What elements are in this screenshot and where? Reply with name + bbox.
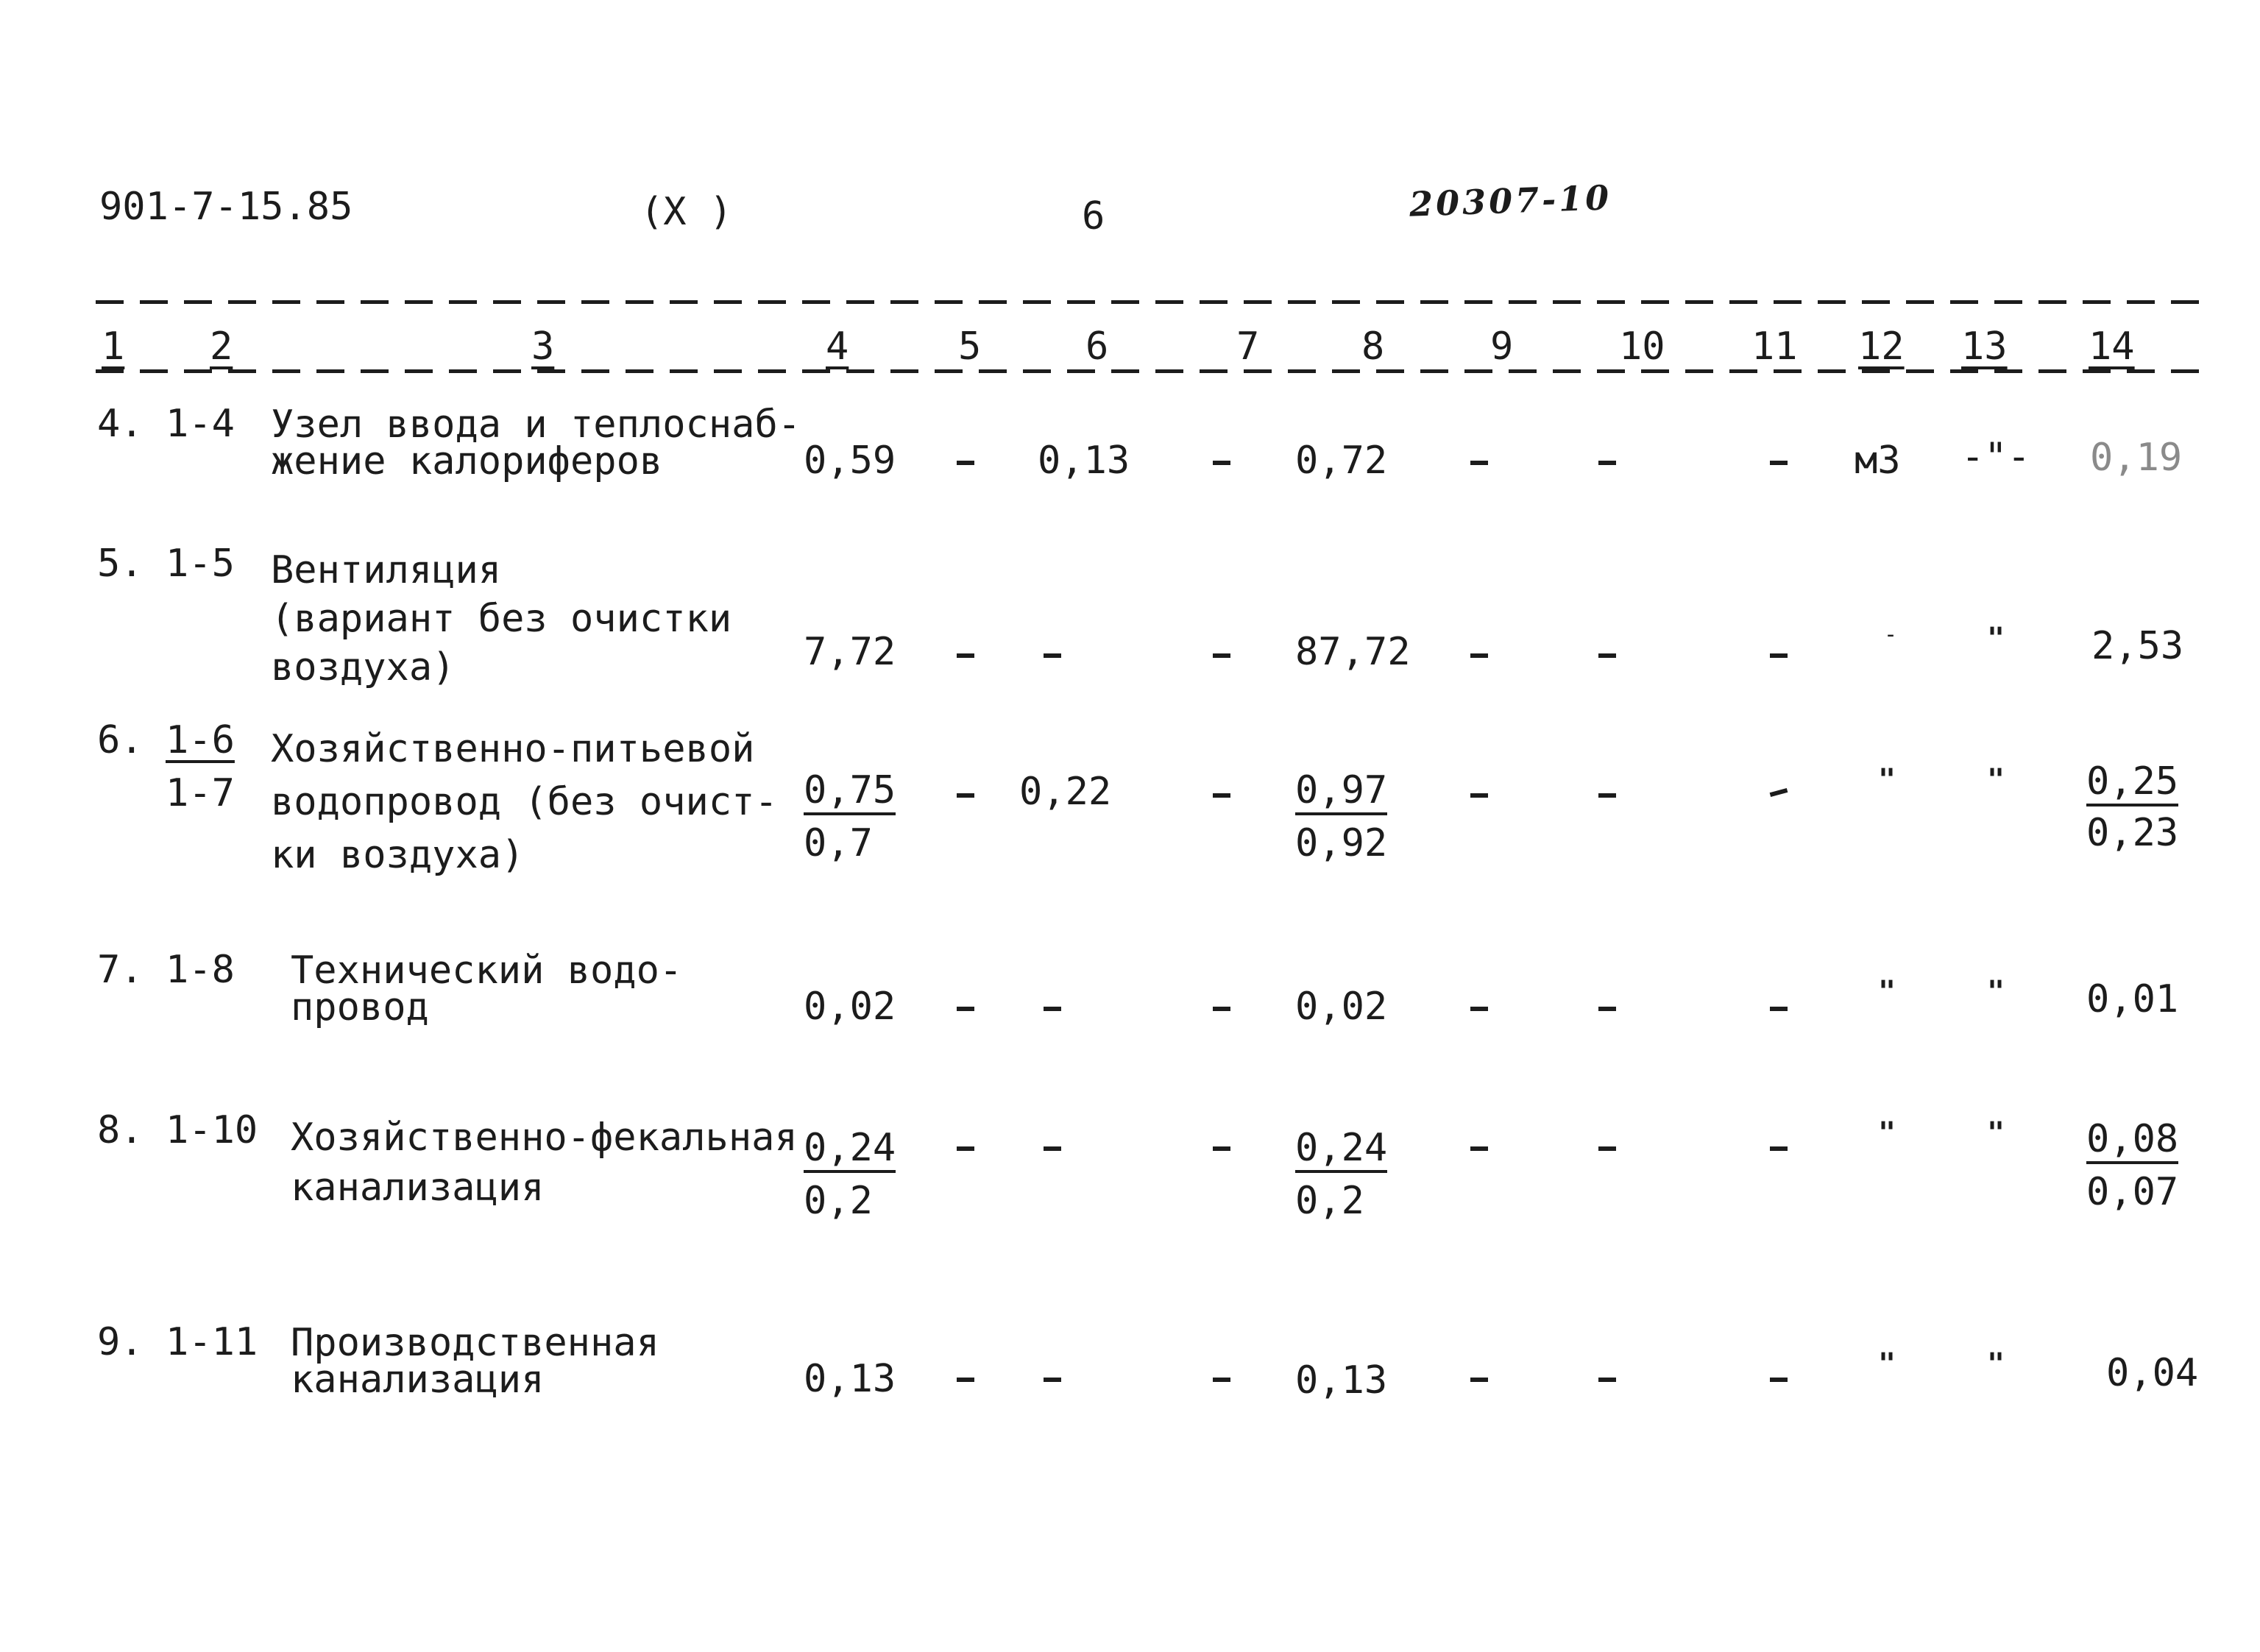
cell-col14: 2,53 [2091, 624, 2184, 668]
empty-dash [957, 653, 974, 658]
empty-dash [957, 1146, 974, 1151]
cell-col13: " [1987, 1116, 2005, 1150]
cell-col12: м3 [1855, 439, 1901, 483]
cell-col8: 0,02 [1295, 985, 1388, 1029]
row-number: 4. [97, 402, 144, 446]
cell-col14: 0,19 [2090, 436, 2183, 480]
cell-col14-numerator: 0,08 [2086, 1120, 2178, 1164]
cell-col8: 87,72 [1295, 630, 1411, 674]
empty-dash [1213, 1146, 1230, 1151]
row-code: 1-4 [166, 402, 235, 446]
empty-dash [1770, 653, 1788, 658]
cell-col6: 0,13 [1038, 439, 1130, 483]
cell-col13: " [1987, 763, 2005, 797]
empty-dash [1770, 788, 1788, 797]
cell-col4: 0,02 [804, 985, 896, 1029]
empty-dash [1044, 1378, 1061, 1382]
empty-dash [1470, 653, 1488, 658]
empty-dash [1598, 1007, 1616, 1011]
column-number: 6 [1085, 325, 1109, 369]
row-description: Узел ввода и теплоснаб- жение калориферов [271, 403, 801, 483]
cell-col12: " [1878, 763, 1896, 797]
row-description: Производственная канализация [291, 1321, 659, 1402]
handwritten-code: 20307-10 [1409, 177, 1612, 224]
empty-dash [1770, 1146, 1788, 1151]
empty-dash [1598, 1146, 1616, 1151]
cell-col4-numerator: 0,24 [804, 1129, 896, 1173]
row-code: 1-11 [166, 1320, 258, 1364]
document-code: 901-7-15.85 [99, 185, 353, 229]
column-number: 1 [102, 325, 125, 369]
header-dashed-rule [96, 369, 2200, 373]
column-number: 12 [1858, 325, 1905, 369]
column-number: 2 [210, 325, 233, 369]
column-number: 4 [826, 325, 849, 369]
cell-col4: 0,59 [804, 439, 896, 483]
column-number: 13 [1961, 325, 2008, 369]
column-number: 3 [531, 325, 555, 369]
bracket-mark: (Х ) [640, 190, 733, 234]
column-number: 5 [958, 325, 982, 369]
row-code-secondary: 1-7 [166, 771, 235, 815]
row-number: 9. [97, 1320, 144, 1364]
empty-dash [1213, 461, 1230, 465]
row-number: 8. [97, 1108, 144, 1152]
cell-col12: " [1878, 1347, 1896, 1381]
cell-col14-denominator: 0,07 [2086, 1170, 2179, 1214]
empty-dash [1213, 1378, 1230, 1382]
empty-dash [1044, 653, 1061, 658]
page-number: 6 [1082, 194, 1105, 238]
cell-col14: 0,04 [2106, 1351, 2199, 1395]
cell-col4-numerator: 0,75 [804, 771, 896, 815]
cell-col13: " [1987, 975, 2005, 1009]
cell-col13: " [1987, 622, 2005, 656]
row-number: 7. [97, 948, 144, 992]
empty-dash [1470, 461, 1488, 465]
cell-col13: " [1987, 1347, 2005, 1381]
row-description: Хозяйственно-фекальная канализация [291, 1116, 798, 1210]
column-number: 8 [1361, 325, 1385, 369]
cell-col8: 0,13 [1295, 1358, 1388, 1403]
empty-dash [1044, 1146, 1061, 1151]
empty-dash [1213, 793, 1230, 798]
cell-col12: " [1878, 975, 1896, 1009]
cell-col12: " [1878, 1116, 1896, 1150]
row-number: 5. [97, 542, 144, 586]
row-number: 6. [97, 718, 144, 762]
empty-dash [957, 461, 974, 465]
empty-dash [957, 1378, 974, 1382]
cell-col14: 0,01 [2086, 977, 2179, 1021]
cell-col8-numerator: 0,97 [1295, 771, 1387, 815]
cell-col14-numerator: 0,25 [2086, 762, 2178, 806]
column-number: 14 [2089, 325, 2135, 369]
row-description: Технический водо- провод [291, 949, 683, 1029]
empty-dash [1598, 653, 1616, 658]
cell-col8-denominator: 0,92 [1295, 821, 1388, 865]
cell-col6: 0,22 [1019, 770, 1112, 814]
empty-dash [1598, 1378, 1616, 1382]
column-number: 11 [1751, 325, 1798, 369]
empty-dash [1044, 1007, 1061, 1011]
empty-dash [1770, 461, 1788, 465]
empty-dash [957, 1007, 974, 1011]
cell-col13: -"- [1961, 435, 2030, 479]
cell-col8-denominator: 0,2 [1295, 1179, 1364, 1223]
empty-dash [1770, 1007, 1788, 1011]
row-code: 1-8 [166, 948, 235, 992]
cell-col14-denominator: 0,23 [2086, 811, 2179, 855]
cell-col4-denominator: 0,7 [804, 821, 873, 865]
empty-dash [1213, 1007, 1230, 1011]
empty-dash [1470, 793, 1488, 798]
empty-dash [1213, 653, 1230, 658]
cell-col4: 0,13 [804, 1357, 896, 1401]
cell-col8: 0,72 [1295, 439, 1388, 483]
empty-dash [1770, 1378, 1788, 1382]
column-number: 7 [1236, 325, 1260, 369]
empty-dash [957, 793, 974, 798]
cell-col8-numerator: 0,24 [1295, 1129, 1387, 1173]
empty-dash [1470, 1378, 1488, 1382]
cell-col12: - [1884, 622, 1898, 648]
empty-dash [1598, 793, 1616, 798]
column-number: 10 [1619, 325, 1665, 369]
empty-dash [1470, 1007, 1488, 1011]
top-dashed-rule [96, 300, 2200, 304]
empty-dash [1598, 461, 1616, 465]
row-description: Хозяйственно-питьевой водопровод (без очист- ки воздуха) [271, 727, 778, 877]
row-code: 1-5 [166, 542, 235, 586]
column-number: 9 [1490, 325, 1514, 369]
row-description: Вентиляция (вариант без очистки воздуха) [271, 548, 732, 689]
row-code: 1-6 [166, 718, 235, 762]
cell-col4: 7,72 [804, 630, 896, 674]
row-code: 1-10 [166, 1108, 258, 1152]
empty-dash [1470, 1146, 1488, 1151]
cell-col4-denominator: 0,2 [804, 1179, 873, 1223]
